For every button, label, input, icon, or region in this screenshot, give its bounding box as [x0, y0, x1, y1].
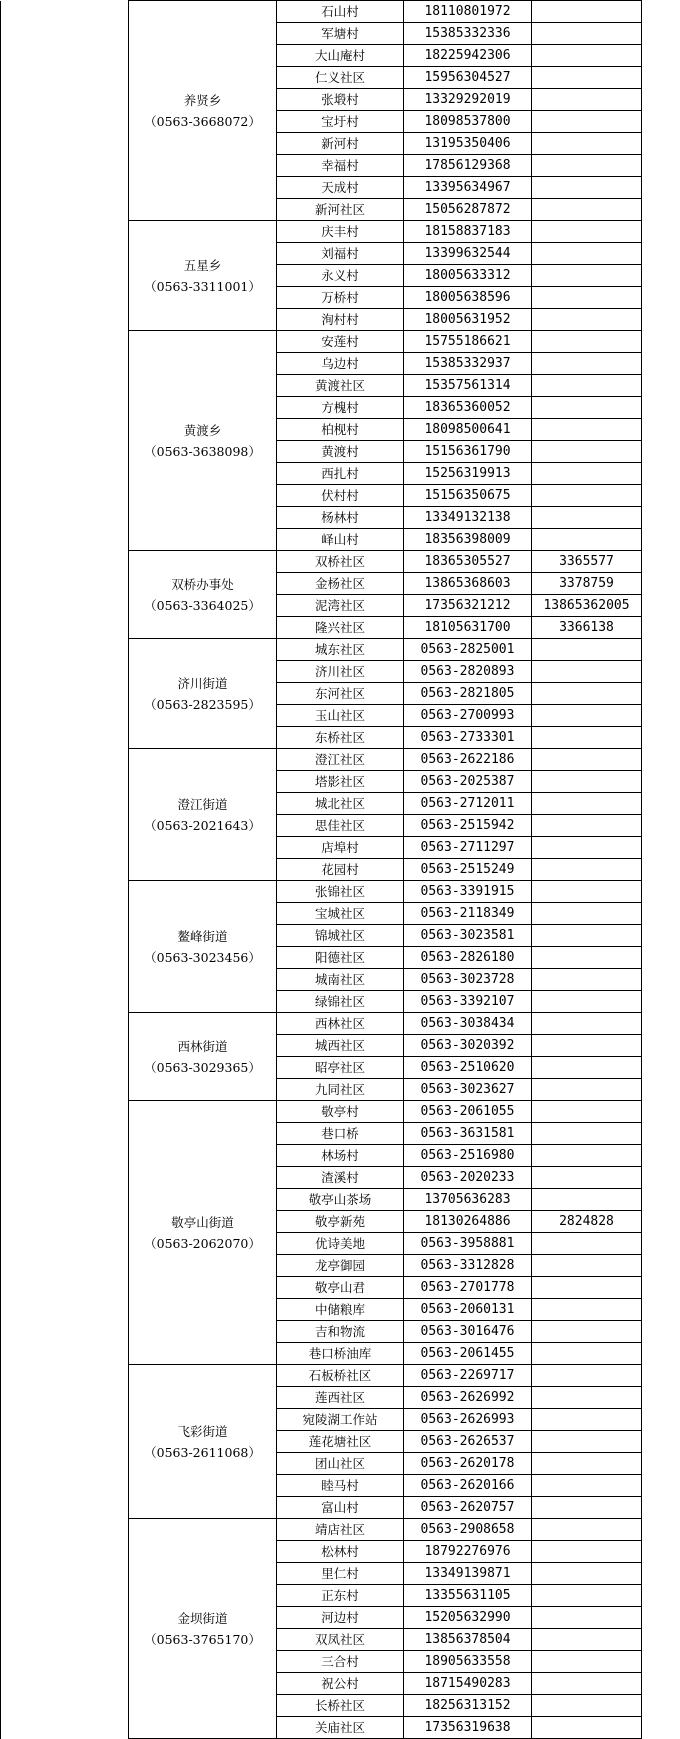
village-name: 伏村村	[277, 485, 404, 507]
village-name: 新河村	[277, 133, 404, 155]
village-phone: 0563-3038434	[404, 1013, 532, 1035]
extra-phone	[532, 683, 642, 705]
extra-phone	[532, 991, 642, 1013]
township-phone: （0563-2062070）	[129, 1233, 276, 1254]
village-phone: 0563-3020392	[404, 1035, 532, 1057]
village-name: 渣溪村	[277, 1167, 404, 1189]
township-name: 济川街道	[129, 673, 276, 694]
village-name: 吉和物流	[277, 1321, 404, 1343]
township-phone: （0563-3765170）	[129, 1629, 276, 1650]
village-phone: 0563-2626992	[404, 1387, 532, 1409]
township-name: 鳌峰街道	[129, 926, 276, 947]
village-name: 富山村	[277, 1497, 404, 1519]
village-name: 敬亭新苑	[277, 1211, 404, 1233]
extra-phone	[532, 815, 642, 837]
extra-phone	[532, 1607, 642, 1629]
extra-phone	[532, 485, 642, 507]
village-phone: 0563-2620166	[404, 1475, 532, 1497]
township-phone: （0563-3023456）	[129, 947, 276, 968]
village-name: 思佳社区	[277, 815, 404, 837]
extra-phone	[532, 1, 642, 23]
extra-phone	[532, 771, 642, 793]
township-cell	[129, 1, 277, 221]
village-phone: 13329292019	[404, 89, 532, 111]
village-name: 阳德社区	[277, 947, 404, 969]
extra-phone	[532, 155, 642, 177]
township-cell	[129, 1519, 277, 1739]
village-phone: 0563-2025387	[404, 771, 532, 793]
township-phone: （0563-3638098）	[129, 441, 276, 462]
village-phone: 0563-2826180	[404, 947, 532, 969]
village-name: 刘福村	[277, 243, 404, 265]
township-name: 澄江街道	[129, 794, 276, 815]
extra-phone	[532, 1497, 642, 1519]
village-name: 宝城社区	[277, 903, 404, 925]
village-phone: 0563-3631581	[404, 1123, 532, 1145]
extra-phone	[532, 1563, 642, 1585]
village-name: 店埠村	[277, 837, 404, 859]
extra-phone	[532, 89, 642, 111]
village-name: 金杨社区	[277, 573, 404, 595]
village-phone: 0563-2020233	[404, 1167, 532, 1189]
village-phone: 0563-2711297	[404, 837, 532, 859]
extra-phone: 13865362005	[532, 595, 642, 617]
village-phone: 0563-2626537	[404, 1431, 532, 1453]
extra-phone	[532, 441, 642, 463]
extra-phone	[532, 793, 642, 815]
extra-phone	[532, 1629, 642, 1651]
village-name: 城西社区	[277, 1035, 404, 1057]
township-cell	[129, 749, 277, 881]
village-phone: 0563-2622186	[404, 749, 532, 771]
extra-phone	[532, 23, 642, 45]
extra-phone	[532, 133, 642, 155]
extra-phone	[532, 1145, 642, 1167]
village-phone: 13865368603	[404, 573, 532, 595]
township-cell	[129, 1101, 277, 1365]
village-name: 巷口桥油库	[277, 1343, 404, 1365]
village-name: 仁义社区	[277, 67, 404, 89]
village-name: 玉山社区	[277, 705, 404, 727]
table-row	[1, 1, 680, 23]
village-name: 莲花塘社区	[277, 1431, 404, 1453]
extra-phone	[532, 1409, 642, 1431]
extra-phone	[532, 397, 642, 419]
village-phone: 18225942306	[404, 45, 532, 67]
village-phone: 15357561314	[404, 375, 532, 397]
extra-phone: 3365577	[532, 551, 642, 573]
left-margin-column	[1, 1, 129, 1739]
village-phone: 17356319638	[404, 1717, 532, 1739]
extra-phone	[532, 309, 642, 331]
village-name: 祝公村	[277, 1673, 404, 1695]
extra-phone	[532, 1387, 642, 1409]
extra-phone	[532, 1167, 642, 1189]
village-name: 三合村	[277, 1651, 404, 1673]
contact-table-body	[1, 1, 680, 1739]
village-name: 中储粮库	[277, 1299, 404, 1321]
extra-phone	[532, 749, 642, 771]
village-phone: 18005631952	[404, 309, 532, 331]
village-phone: 0563-2620757	[404, 1497, 532, 1519]
village-phone: 0563-2820893	[404, 661, 532, 683]
township-cell	[129, 331, 277, 551]
extra-phone	[532, 45, 642, 67]
township-name: 金坝街道	[129, 1608, 276, 1629]
village-phone: 0563-2733301	[404, 727, 532, 749]
village-phone: 0563-2061055	[404, 1101, 532, 1123]
village-name: 济川社区	[277, 661, 404, 683]
village-phone: 13349132138	[404, 507, 532, 529]
extra-phone	[532, 1277, 642, 1299]
village-phone: 15156361790	[404, 441, 532, 463]
township-cell	[129, 1365, 277, 1519]
extra-phone	[532, 1541, 642, 1563]
village-phone: 15385332336	[404, 23, 532, 45]
village-name: 西扎村	[277, 463, 404, 485]
extra-phone	[532, 1585, 642, 1607]
extra-phone	[532, 265, 642, 287]
village-name: 方槐村	[277, 397, 404, 419]
township-name: 飞彩街道	[129, 1421, 276, 1442]
township-cell	[129, 551, 277, 639]
village-name: 花园村	[277, 859, 404, 881]
extra-phone	[532, 1321, 642, 1343]
village-name: 大山庵村	[277, 45, 404, 67]
township-name: 双桥办事处	[129, 574, 276, 595]
village-phone: 13399632544	[404, 243, 532, 265]
village-phone: 13705636283	[404, 1189, 532, 1211]
village-name: 宛陵湖工作站	[277, 1409, 404, 1431]
extra-phone	[532, 463, 642, 485]
extra-phone	[532, 1123, 642, 1145]
extra-phone	[532, 859, 642, 881]
village-phone: 0563-2825001	[404, 639, 532, 661]
village-phone: 18715490283	[404, 1673, 532, 1695]
village-phone: 0563-3392107	[404, 991, 532, 1013]
township-phone: （0563-2611068）	[129, 1442, 276, 1463]
village-phone: 0563-2626993	[404, 1409, 532, 1431]
village-name: 松林村	[277, 1541, 404, 1563]
village-phone: 15385332937	[404, 353, 532, 375]
village-name: 柏枧村	[277, 419, 404, 441]
extra-phone	[532, 1717, 642, 1739]
village-name: 石山村	[277, 1, 404, 23]
village-name: 隆兴社区	[277, 617, 404, 639]
village-name: 长桥社区	[277, 1695, 404, 1717]
right-margin-column	[642, 1, 680, 1739]
extra-phone	[532, 639, 642, 661]
extra-phone	[532, 1673, 642, 1695]
village-name: 宝圩村	[277, 111, 404, 133]
village-name: 永义村	[277, 265, 404, 287]
village-name: 敬亭山君	[277, 1277, 404, 1299]
extra-phone	[532, 837, 642, 859]
township-name: 黄渡乡	[129, 420, 276, 441]
village-name: 张塅村	[277, 89, 404, 111]
village-name: 河边村	[277, 1607, 404, 1629]
village-phone: 18792276976	[404, 1541, 532, 1563]
extra-phone	[532, 1431, 642, 1453]
village-name: 西林社区	[277, 1013, 404, 1035]
village-phone: 13355631105	[404, 1585, 532, 1607]
village-name: 洵村村	[277, 309, 404, 331]
village-phone: 0563-2712011	[404, 793, 532, 815]
extra-phone	[532, 331, 642, 353]
village-name: 城南社区	[277, 969, 404, 991]
village-name: 幸福村	[277, 155, 404, 177]
township-phone: （0563-3029365）	[129, 1057, 276, 1078]
village-name: 杨林村	[277, 507, 404, 529]
township-cell	[129, 221, 277, 331]
township-cell	[129, 639, 277, 749]
extra-phone	[532, 1101, 642, 1123]
extra-phone	[532, 1189, 642, 1211]
village-name: 峄山村	[277, 529, 404, 551]
village-phone: 13195350406	[404, 133, 532, 155]
extra-phone	[532, 67, 642, 89]
township-name: 西林街道	[129, 1036, 276, 1057]
village-phone: 17856129368	[404, 155, 532, 177]
village-phone: 0563-2908658	[404, 1519, 532, 1541]
village-phone: 13349139871	[404, 1563, 532, 1585]
village-name: 绿锦社区	[277, 991, 404, 1013]
village-phone: 18905633558	[404, 1651, 532, 1673]
extra-phone	[532, 1343, 642, 1365]
extra-phone	[532, 111, 642, 133]
extra-phone	[532, 221, 642, 243]
village-phone: 17356321212	[404, 595, 532, 617]
village-phone: 0563-2700993	[404, 705, 532, 727]
village-name: 乌边村	[277, 353, 404, 375]
village-name: 双凤社区	[277, 1629, 404, 1651]
village-phone: 18098537800	[404, 111, 532, 133]
village-name: 敬亭山茶场	[277, 1189, 404, 1211]
village-name: 里仁村	[277, 1563, 404, 1585]
village-name: 林场村	[277, 1145, 404, 1167]
village-name: 靖店社区	[277, 1519, 404, 1541]
village-phone: 18158837183	[404, 221, 532, 243]
village-name: 东河社区	[277, 683, 404, 705]
village-name: 天成村	[277, 177, 404, 199]
village-phone: 18005633312	[404, 265, 532, 287]
extra-phone	[532, 243, 642, 265]
village-phone: 18256313152	[404, 1695, 532, 1717]
village-name: 城东社区	[277, 639, 404, 661]
extra-phone	[532, 177, 642, 199]
township-phone: （0563-3364025）	[129, 595, 276, 616]
extra-phone	[532, 881, 642, 903]
extra-phone	[532, 375, 642, 397]
extra-phone	[532, 1013, 642, 1035]
extra-phone	[532, 1651, 642, 1673]
extra-phone	[532, 727, 642, 749]
village-phone: 15755186621	[404, 331, 532, 353]
village-name: 睦马村	[277, 1475, 404, 1497]
village-phone: 0563-3312828	[404, 1255, 532, 1277]
village-phone: 18105631700	[404, 617, 532, 639]
extra-phone	[532, 507, 642, 529]
village-phone: 13395634967	[404, 177, 532, 199]
township-name: 养贤乡	[129, 90, 276, 111]
extra-phone	[532, 287, 642, 309]
village-name: 军塘村	[277, 23, 404, 45]
extra-phone: 3378759	[532, 573, 642, 595]
extra-phone	[532, 1695, 642, 1717]
village-phone: 0563-2060131	[404, 1299, 532, 1321]
village-phone: 0563-2269717	[404, 1365, 532, 1387]
village-phone: 18110801972	[404, 1, 532, 23]
village-phone: 0563-2515249	[404, 859, 532, 881]
village-phone: 15956304527	[404, 67, 532, 89]
village-name: 昭亭社区	[277, 1057, 404, 1079]
village-name: 黄渡社区	[277, 375, 404, 397]
village-phone: 0563-2516980	[404, 1145, 532, 1167]
extra-phone	[532, 925, 642, 947]
village-phone: 18130264886	[404, 1211, 532, 1233]
township-phone: （0563-3668072）	[129, 111, 276, 132]
village-phone: 18356398009	[404, 529, 532, 551]
extra-phone	[532, 705, 642, 727]
extra-phone	[532, 969, 642, 991]
township-cell	[129, 881, 277, 1013]
village-phone: 0563-2510620	[404, 1057, 532, 1079]
extra-phone	[532, 1079, 642, 1101]
village-phone: 15256319913	[404, 463, 532, 485]
village-phone: 0563-3023728	[404, 969, 532, 991]
village-name: 城北社区	[277, 793, 404, 815]
village-phone: 0563-3391915	[404, 881, 532, 903]
village-name: 澄江社区	[277, 749, 404, 771]
extra-phone	[532, 661, 642, 683]
village-phone: 0563-2821805	[404, 683, 532, 705]
village-name: 张锦社区	[277, 881, 404, 903]
extra-phone	[532, 947, 642, 969]
village-name: 塔影社区	[277, 771, 404, 793]
village-name: 锦城社区	[277, 925, 404, 947]
village-name: 双桥社区	[277, 551, 404, 573]
extra-phone	[532, 529, 642, 551]
village-name: 莲西社区	[277, 1387, 404, 1409]
extra-phone	[532, 1299, 642, 1321]
village-name: 黄渡村	[277, 441, 404, 463]
extra-phone	[532, 1057, 642, 1079]
village-phone: 15205632990	[404, 1607, 532, 1629]
extra-phone	[532, 1233, 642, 1255]
township-phone: （0563-2823595）	[129, 694, 276, 715]
village-phone: 0563-3023581	[404, 925, 532, 947]
village-phone: 15156350675	[404, 485, 532, 507]
extra-phone	[532, 1365, 642, 1387]
village-name: 龙亭御园	[277, 1255, 404, 1277]
village-phone: 0563-2118349	[404, 903, 532, 925]
village-name: 新河社区	[277, 199, 404, 221]
village-phone: 13856378504	[404, 1629, 532, 1651]
extra-phone	[532, 1255, 642, 1277]
extra-phone: 2824828	[532, 1211, 642, 1233]
village-name: 庆丰村	[277, 221, 404, 243]
village-name: 正东村	[277, 1585, 404, 1607]
village-name: 万桥村	[277, 287, 404, 309]
village-phone: 0563-3016476	[404, 1321, 532, 1343]
village-phone: 0563-3958881	[404, 1233, 532, 1255]
extra-phone	[532, 1519, 642, 1541]
extra-phone	[532, 1035, 642, 1057]
village-name: 巷口桥	[277, 1123, 404, 1145]
village-phone: 0563-2515942	[404, 815, 532, 837]
village-phone: 0563-3023627	[404, 1079, 532, 1101]
village-name: 九同社区	[277, 1079, 404, 1101]
extra-phone	[532, 353, 642, 375]
village-phone: 0563-2061455	[404, 1343, 532, 1365]
township-name: 五星乡	[129, 255, 276, 276]
extra-phone	[532, 1475, 642, 1497]
village-name: 敬亭村	[277, 1101, 404, 1123]
extra-phone	[532, 199, 642, 221]
village-phone: 0563-2620178	[404, 1453, 532, 1475]
township-phone: （0563-2021643）	[129, 815, 276, 836]
extra-phone	[532, 1453, 642, 1475]
extra-phone: 3366138	[532, 617, 642, 639]
village-phone: 18365360052	[404, 397, 532, 419]
village-name: 团山社区	[277, 1453, 404, 1475]
extra-phone	[532, 903, 642, 925]
village-phone: 18365305527	[404, 551, 532, 573]
extra-phone	[532, 419, 642, 441]
village-name: 关庙社区	[277, 1717, 404, 1739]
village-phone: 18005638596	[404, 287, 532, 309]
village-phone: 15056287872	[404, 199, 532, 221]
village-phone: 0563-2701778	[404, 1277, 532, 1299]
village-name: 安莲村	[277, 331, 404, 353]
village-phone: 18098500641	[404, 419, 532, 441]
township-cell	[129, 1013, 277, 1101]
village-name: 东桥社区	[277, 727, 404, 749]
township-name: 敬亭山街道	[129, 1212, 276, 1233]
township-phone: （0563-3311001）	[129, 276, 276, 297]
village-name: 优诗美地	[277, 1233, 404, 1255]
village-name: 石板桥社区	[277, 1365, 404, 1387]
village-name: 泥湾社区	[277, 595, 404, 617]
